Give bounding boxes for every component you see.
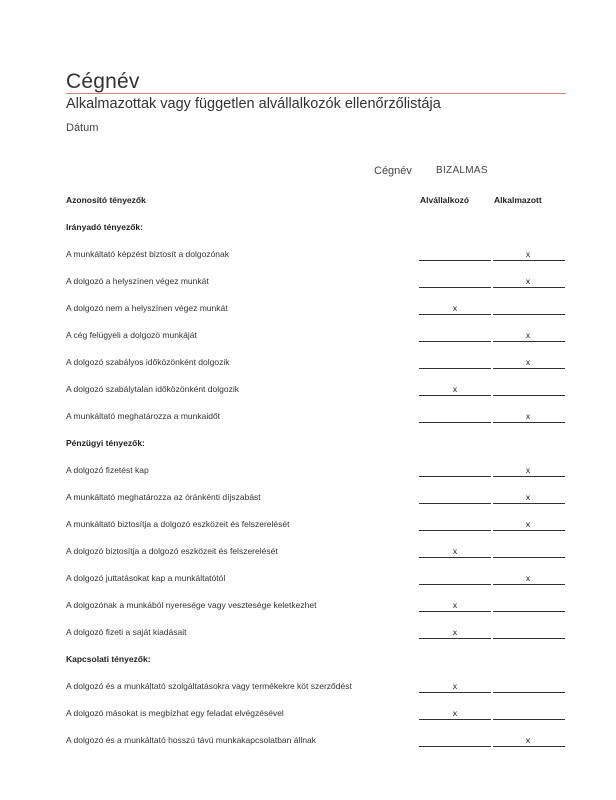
employee-mark: x xyxy=(525,411,531,421)
contractor-answer-line[interactable] xyxy=(419,422,491,423)
checklist-item-label: A dolgozó fizeti a saját kiadásait xyxy=(66,627,187,637)
contractor-answer-line[interactable] xyxy=(419,584,491,585)
column-header-employee: Alkalmazott xyxy=(494,195,542,205)
checklist-item-label: A cég felügyeli a dolgozó munkáját xyxy=(66,330,197,340)
contractor-answer-line[interactable] xyxy=(419,503,491,504)
checklist-item-label: A dolgozó és a munkáltató hosszú távú munkakapcsolatban állnak xyxy=(66,735,316,745)
employee-mark: x xyxy=(525,735,531,745)
checklist-item-label: A dolgozó fizetést kap xyxy=(66,465,149,475)
title-divider xyxy=(66,93,566,94)
contractor-mark: x xyxy=(452,681,458,691)
contractor-answer-line[interactable] xyxy=(419,476,491,477)
contractor-answer-line[interactable] xyxy=(419,395,491,396)
employee-answer-line[interactable] xyxy=(493,584,565,585)
contractor-answer-line[interactable] xyxy=(419,368,491,369)
employee-answer-line[interactable] xyxy=(493,287,565,288)
employee-mark: x xyxy=(525,492,531,502)
employee-answer-line[interactable] xyxy=(493,719,565,720)
confidential-company: Cégnév xyxy=(374,165,412,177)
contractor-answer-line[interactable] xyxy=(419,746,491,747)
checklist-item-label: A dolgozó szabálytalan időközönként dolgozik xyxy=(66,384,239,394)
contractor-answer-line[interactable] xyxy=(419,719,491,720)
checklist-item-label: A dolgozó másokat is megbízhat egy feladat elvégzésével xyxy=(66,708,284,718)
employee-answer-line[interactable] xyxy=(493,638,565,639)
employee-answer-line[interactable] xyxy=(493,422,565,423)
checklist-item-label: A dolgozó a helyszínen végez munkát xyxy=(66,276,209,286)
employee-answer-line[interactable] xyxy=(493,503,565,504)
contractor-mark: x xyxy=(452,708,458,718)
employee-mark: x xyxy=(525,249,531,259)
document-subtitle: Alkalmazottak vagy független alvállalkozók ellenőrzőlistája xyxy=(66,96,441,112)
contractor-mark: x xyxy=(452,627,458,637)
contractor-answer-line[interactable] xyxy=(419,638,491,639)
checklist-item-label: A munkáltató meghatározza a munkaidőt xyxy=(66,411,221,421)
checklist-item-label: A munkáltató képzést biztosít a dolgozónak xyxy=(66,249,230,259)
date-label: Dátum xyxy=(66,122,99,134)
employee-answer-line[interactable] xyxy=(493,314,565,315)
employee-mark: x xyxy=(525,276,531,286)
column-header-contractor: Alvállalkozó xyxy=(420,195,470,205)
employee-answer-line[interactable] xyxy=(493,260,565,261)
employee-answer-line[interactable] xyxy=(493,557,565,558)
employee-mark: x xyxy=(525,465,531,475)
checklist-item-label: A munkáltató meghatározza az óránkénti díjszabást xyxy=(66,492,261,502)
checklist-item-label: A munkáltató biztosítja a dolgozó eszközeit és felszerelését xyxy=(66,519,290,529)
checklist-item-label: A dolgozónak a munkából nyeresége vagy vesztesége keletkezhet xyxy=(66,600,317,610)
contractor-mark: x xyxy=(452,384,458,394)
contractor-answer-line[interactable] xyxy=(419,611,491,612)
contractor-answer-line[interactable] xyxy=(419,530,491,531)
section-title: Pénzügyi tényezők: xyxy=(66,438,145,448)
employee-answer-line[interactable] xyxy=(493,368,565,369)
table-header-label: Azonosító tényezők xyxy=(66,195,146,205)
checklist-item-label: A dolgozó és a munkáltató szolgáltatásokra vagy termékekre köt szerződést xyxy=(66,681,352,691)
checklist-item-label: A dolgozó juttatásokat kap a munkáltatótól xyxy=(66,573,226,583)
company-name: Cégnév xyxy=(66,70,140,93)
contractor-answer-line[interactable] xyxy=(419,314,491,315)
employee-mark: x xyxy=(525,330,531,340)
employee-mark: x xyxy=(525,573,531,583)
contractor-answer-line[interactable] xyxy=(419,692,491,693)
contractor-answer-line[interactable] xyxy=(419,287,491,288)
employee-answer-line[interactable] xyxy=(493,341,565,342)
section-title: Irányadó tényezők: xyxy=(66,222,143,232)
employee-answer-line[interactable] xyxy=(493,395,565,396)
employee-answer-line[interactable] xyxy=(493,476,565,477)
employee-mark: x xyxy=(525,357,531,367)
contractor-mark: x xyxy=(452,600,458,610)
contractor-answer-line[interactable] xyxy=(419,341,491,342)
contractor-mark: x xyxy=(452,303,458,313)
section-title: Kapcsolati tényezők: xyxy=(66,654,151,664)
employee-answer-line[interactable] xyxy=(493,692,565,693)
employee-answer-line[interactable] xyxy=(493,530,565,531)
checklist-item-label: A dolgozó biztosítja a dolgozó eszközeit és felszerelését xyxy=(66,546,278,556)
employee-answer-line[interactable] xyxy=(493,611,565,612)
contractor-answer-line[interactable] xyxy=(419,557,491,558)
contractor-mark: x xyxy=(452,546,458,556)
checklist-item-label: A dolgozó nem a helyszínen végez munkát xyxy=(66,303,228,313)
employee-mark: x xyxy=(525,519,531,529)
contractor-answer-line[interactable] xyxy=(419,260,491,261)
checklist-item-label: A dolgozó szabályos időközönként dolgozik xyxy=(66,357,230,367)
employee-answer-line[interactable] xyxy=(493,746,565,747)
confidential-label: BIZALMAS xyxy=(436,165,488,176)
